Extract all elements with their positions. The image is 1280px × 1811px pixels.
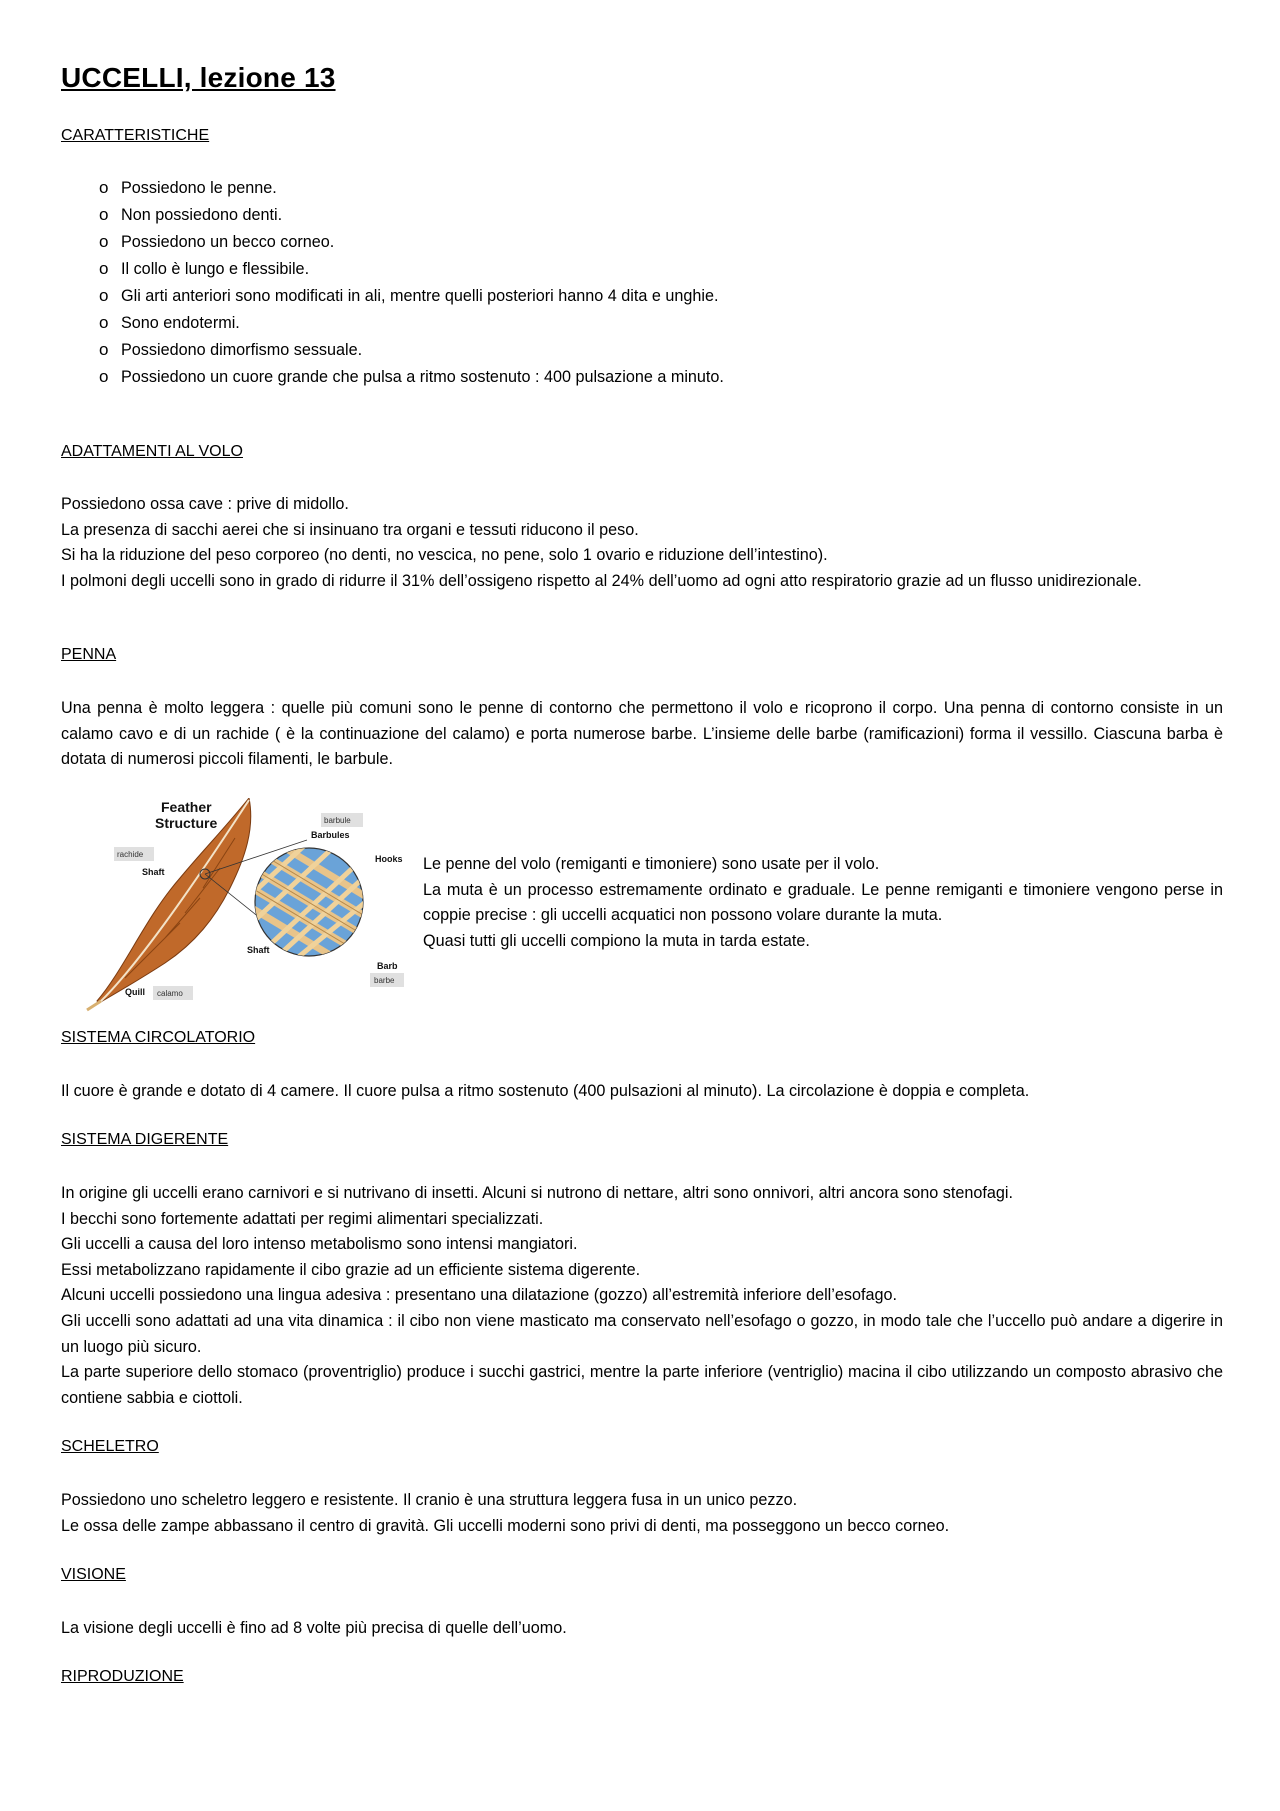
label-barbules: Barbules: [311, 830, 350, 840]
volo-paragraph: [61, 492, 1223, 594]
digerente-line: I becchi sono fortemente adattati per regimi alimentari specializzati.: [61, 1209, 544, 1228]
label-barbule: barbule: [324, 816, 351, 825]
heading-sistema-circolatorio: SISTEMA CIRCOLATORIO: [61, 1029, 256, 1046]
list-item: o Possiedono dimorfismo sessuale.: [99, 337, 724, 364]
heading-penna: PENNA: [61, 646, 117, 663]
scheletro-line: Le ossa delle zampe abbassano il centro di gravità. Gli uccelli moderni sono privi di denti, ma posseggono un becco corneo.: [61, 1516, 950, 1535]
penna-side-line: Quasi tutti gli uccelli compiono la muta in tarda estate.: [423, 931, 810, 950]
penna-side-paragraph: [423, 852, 1223, 954]
circolatorio-paragraph: [61, 1079, 1223, 1105]
heading-scheletro: SCHELETRO: [61, 1438, 159, 1455]
volo-line: La presenza di sacchi aerei che si insinuano tra organi e tessuti riducono il peso.: [61, 520, 639, 539]
feather-structure-figure: [85, 798, 463, 1012]
label-hooks: Hooks: [375, 854, 403, 864]
heading-adattamenti-volo: ADATTAMENTI AL VOLO: [61, 443, 243, 460]
heading-visione: VISIONE: [61, 1566, 126, 1583]
digerente-line: Essi metabolizzano rapidamente il cibo grazie ad un efficiente sistema digerente.: [61, 1260, 641, 1279]
list-item: o Non possiedono denti.: [99, 202, 724, 229]
page-title: UCCELLI, lezione 13: [61, 62, 336, 93]
label-quill: Quill: [125, 987, 145, 997]
visione-text: La visione degli uccelli è fino ad 8 volte più precisa di quelle dell’uomo.: [61, 1619, 567, 1637]
figure-title-line1: Feather: [161, 799, 212, 815]
list-item: o Possiedono un becco corneo.: [99, 229, 724, 256]
scheletro-line: Possiedono uno scheletro leggero e resistente. Il cranio è una struttura leggera fusa in un unico pezzo.: [61, 1491, 798, 1509]
list-item: o Possiedono le penne.: [99, 175, 724, 202]
label-shaft: Shaft: [142, 867, 165, 877]
list-item: o Gli arti anteriori sono modificati in ali, mentre quelli posteriori hanno 4 dita e unghie.: [99, 283, 724, 310]
penna-side-line: Le penne del volo (remiganti e timoniere) sono usate per il volo.: [423, 855, 880, 873]
heading-riproduzione: RIPRODUZIONE: [61, 1668, 184, 1685]
label-calamo: calamo: [157, 989, 183, 998]
volo-line: Possiedono ossa cave : prive di midollo.: [61, 495, 349, 513]
list-item: o Possiedono un cuore grande che pulsa a ritmo sostenuto : 400 pulsazione a minuto.: [99, 364, 724, 391]
volo-line: Si ha la riduzione del peso corporeo (no denti, no vescica, no pene, solo 1 ovario e riduzione dell’intestino).: [61, 546, 828, 565]
label-barb: Barb: [377, 961, 398, 971]
list-item: o Sono endotermi.: [99, 310, 724, 337]
caratteristiche-list: [99, 175, 724, 391]
label-rachide: rachide: [117, 850, 144, 859]
feather-quill: [87, 1001, 101, 1010]
heading-caratteristiche: CARATTERISTICHE: [61, 127, 210, 144]
scheletro-paragraph: [61, 1488, 1223, 1539]
heading-sistema-digerente: SISTEMA DIGERENTE: [61, 1131, 229, 1148]
digerente-line: Gli uccelli sono adattati ad una vita dinamica : il cibo non viene masticato ma conservato nell’esofago o gozzo, in modo tale che l’uccello può andare a digerire in un luogo più sicuro.: [61, 1311, 1223, 1356]
list-item: o Il collo è lungo e flessibile.: [99, 256, 724, 283]
label-barbe: barbe: [374, 976, 395, 985]
digerente-paragraph: [61, 1181, 1223, 1411]
penna-side-line: La muta è un processo estremamente ordinato e graduale. Le penne remiganti e timoniere vengono perse in coppie precise : gli uccelli acquatici non possono volare durante la muta.: [423, 880, 1223, 925]
label-shaft-2: Shaft: [247, 945, 270, 955]
digerente-line: Gli uccelli a causa del loro intenso metabolismo sono intensi mangiatori.: [61, 1235, 578, 1254]
volo-line: I polmoni degli uccelli sono in grado di ridurre il 31% dell’ossigeno rispetto al 24% dell’uomo ad ogni atto respiratorio grazie ad un flusso unidirezionale.: [61, 571, 1142, 590]
penna-text: Una penna è molto leggera : quelle più comuni sono le penne di contorno che permettono il volo e ricoprono il corpo. Una penna di contorno consiste in un calamo cavo e di un rachide ( è la continuazione del calamo) e porta numerose barbe. L’insieme delle barbe (ramificazioni) forma il vessillo. Ciascuna barba è dotata di numerosi piccoli filamenti, le barbule.: [61, 699, 1223, 769]
circolatorio-text: Il cuore è grande e dotato di 4 camere. Il cuore pulsa a ritmo sostenuto (400 pulsazioni al minuto). La circolazione è doppia e completa.: [61, 1082, 1030, 1100]
digerente-line: Alcuni uccelli possiedono una lingua adesiva : presentano una dilatazione (gozzo) all’estremità inferiore dell’esofago.: [61, 1286, 897, 1305]
figure-title-line2: Structure: [155, 815, 218, 831]
visione-paragraph: [61, 1616, 1223, 1642]
feather-diagram: [85, 798, 463, 1012]
digerente-line: La parte superiore dello stomaco (proventriglio) produce i succhi gastrici, mentre la parte inferiore (ventriglio) macina il cibo utilizzando un composto abrasivo che contiene sabbia e ciottoli.: [61, 1363, 1223, 1407]
penna-paragraph: [61, 696, 1223, 773]
digerente-line: In origine gli uccelli erano carnivori e si nutrivano di insetti. Alcuni si nutrono di nettare, altri sono onnivori, altri ancora sono stenofagi.: [61, 1184, 1013, 1202]
